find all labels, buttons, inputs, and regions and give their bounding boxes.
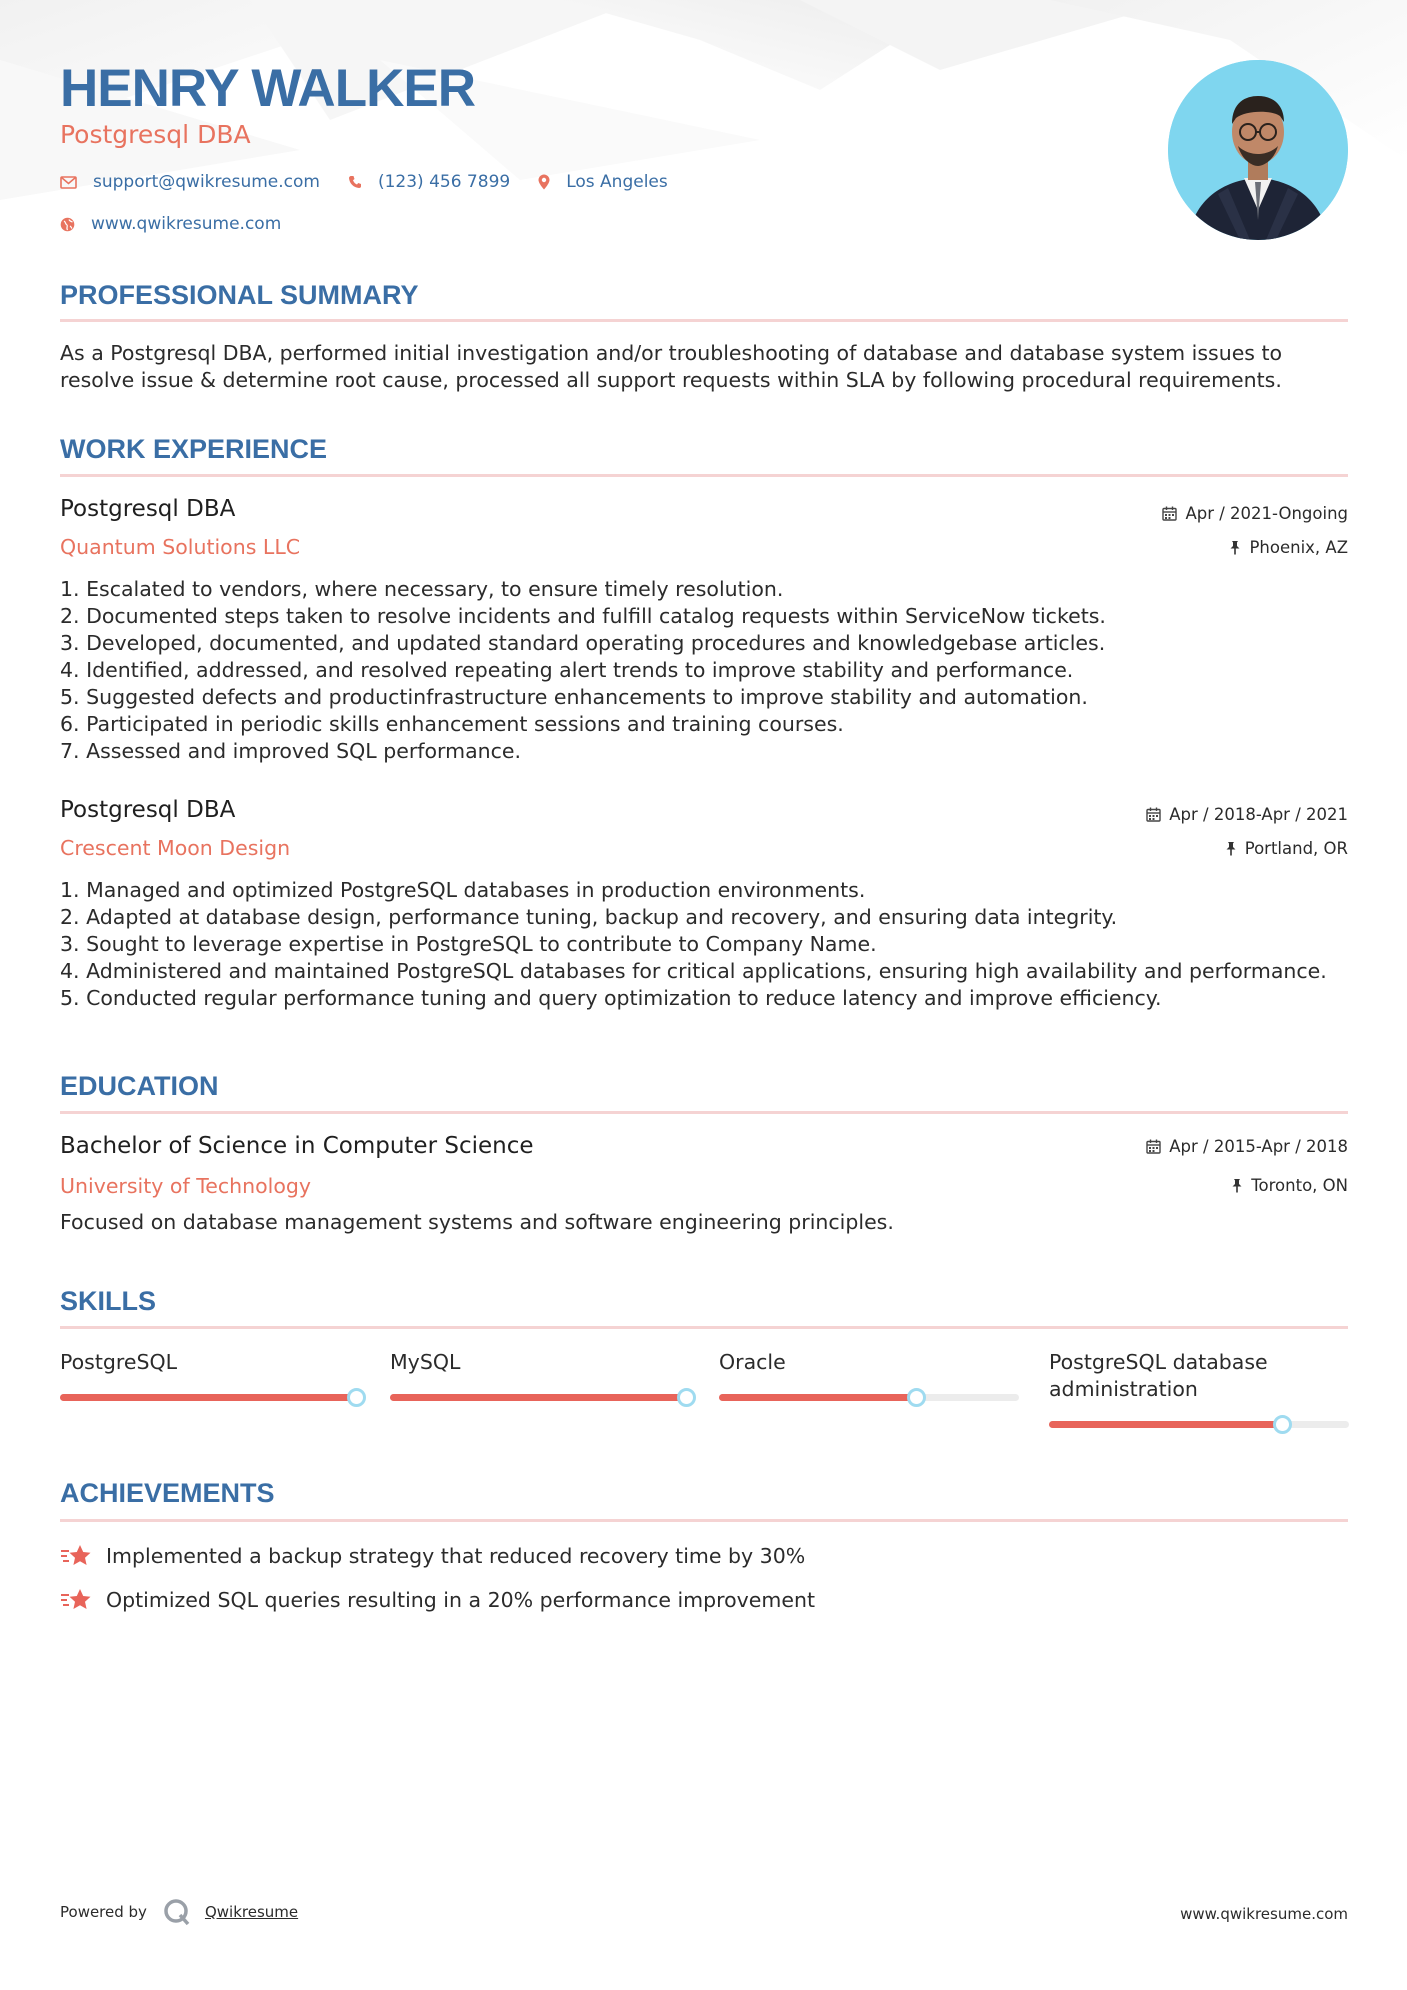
person-portrait-icon [1168, 60, 1348, 240]
qwikresume-logo-icon [163, 1898, 191, 1926]
section-divider [60, 319, 1348, 322]
job-duties-list [60, 877, 1360, 1012]
job-dates-text: Apr / 2018-Apr / 2021 [1169, 805, 1348, 824]
section-title-achievements: ACHIEVEMENTS [60, 1478, 275, 1508]
pushpin-icon [1229, 540, 1241, 555]
skill-level-bar [60, 1394, 360, 1401]
phone-icon [348, 175, 362, 189]
list-item: 3. Developed, documented, and updated standard operating procedures and knowledgebase articles. [60, 631, 1106, 655]
achievement-text: Implemented a backup strategy that reduced recovery time by 30% [106, 1544, 806, 1568]
job-dates [1162, 504, 1348, 523]
job-title: Postgresql DBA [60, 496, 236, 522]
pushpin-icon [1225, 841, 1237, 856]
summary-line: resolve issue & determine root cause, processed all support requests within SLA by following procedural requirements. [60, 368, 1282, 392]
list-item: 2. Documented steps taken to resolve incidents and fulfill catalog requests within ServiceNow tickets. [60, 604, 1106, 628]
job-title: Postgresql DBA [60, 797, 236, 823]
skill-name: PostgreSQL [60, 1350, 178, 1374]
calendar-icon [1162, 506, 1177, 521]
list-item: 2. Adapted at database design, performance tuning, backup and recovery, and ensuring data integrity. [60, 905, 1118, 929]
education-location-text: Toronto, ON [1251, 1176, 1348, 1195]
envelope-icon [60, 176, 77, 189]
job-duties-list [60, 576, 1360, 765]
list-item: 5. Suggested defects and productinfrastructure enhancements to improve stability and automation. [60, 685, 1088, 709]
contact-phone-text: (123) 456 7899 [377, 172, 511, 192]
list-item: 7. Assessed and improved SQL performance. [60, 739, 522, 763]
list-item: 4. Identified, addressed, and resolved repeating alert trends to improve stability and performance. [60, 658, 1074, 682]
summary-text [60, 340, 1350, 394]
education-school: University of Technology [60, 1174, 312, 1198]
list-item: 4. Administered and maintained PostgreSQL databases for critical applications, ensuring high availability and performance. [60, 959, 1327, 983]
skill-level-bar [719, 1394, 1019, 1401]
education-dates-text: Apr / 2015-Apr / 2018 [1169, 1137, 1348, 1156]
list-item: 5. Conducted regular performance tuning and query optimization to reduce latency and improve efficiency. [60, 986, 1162, 1010]
powered-by-label: Powered by [60, 1903, 147, 1921]
section-divider [60, 1111, 1348, 1114]
skill-level-fill [1049, 1421, 1282, 1428]
section-title-summary: PROFESSIONAL SUMMARY [60, 280, 419, 310]
contact-row-primary [60, 172, 696, 192]
skill-level-fill [60, 1394, 356, 1401]
footer-website-link[interactable]: www.qwikresume.com [1180, 1905, 1348, 1923]
job-location-text: Phoenix, AZ [1249, 538, 1348, 557]
pushpin-icon [1231, 1178, 1243, 1193]
skill-level-knob [347, 1388, 366, 1407]
job-dates [1146, 805, 1348, 824]
contact-location [538, 172, 668, 192]
section-divider [60, 1326, 1348, 1329]
skill-level-fill [719, 1394, 916, 1401]
star-icon [60, 1587, 92, 1613]
contact-website[interactable] [60, 214, 281, 234]
section-title-education: EDUCATION [60, 1071, 219, 1101]
list-item: 1. Managed and optimized PostgreSQL databases in production environments. [60, 878, 866, 902]
skill-level-fill [390, 1394, 686, 1401]
skill-level-knob [907, 1388, 926, 1407]
skill-level-bar [1049, 1421, 1349, 1428]
skill-item [1049, 1349, 1349, 1403]
list-item: 6. Participated in periodic skills enhancement sessions and training courses. [60, 712, 844, 736]
skill-name-continued: administration [1049, 1377, 1198, 1401]
job-location [1229, 538, 1348, 557]
profile-photo [1168, 60, 1348, 240]
footer-powered-by [60, 1898, 298, 1926]
job-company: Crescent Moon Design [60, 836, 291, 860]
section-title-experience: WORK EXPERIENCE [60, 434, 328, 464]
skill-item [60, 1349, 360, 1376]
summary-line: As a Postgresql DBA, performed initial investigation and/or troubleshooting of database and database system issues to [60, 341, 1283, 365]
skill-level-bar [390, 1394, 690, 1401]
skill-name: Oracle [719, 1350, 786, 1374]
contact-phone[interactable] [348, 172, 510, 192]
list-item: 1. Escalated to vendors, where necessary, to ensure timely resolution. [60, 577, 784, 601]
education-dates [1146, 1137, 1348, 1156]
skill-name: PostgreSQL database [1049, 1350, 1268, 1374]
contact-row-secondary [60, 214, 309, 234]
job-location-text: Portland, OR [1244, 839, 1348, 858]
candidate-name: HENRY WALKER [60, 59, 475, 118]
contact-email-text: support@qwikresume.com [93, 172, 320, 192]
job-location [1225, 839, 1348, 858]
calendar-icon [1146, 1139, 1161, 1154]
map-pin-icon [538, 174, 550, 190]
education-description: Focused on database management systems and software engineering principles. [60, 1210, 894, 1234]
star-icon [60, 1543, 92, 1569]
skill-item [390, 1349, 690, 1376]
skill-level-knob [677, 1388, 696, 1407]
achievement-text: Optimized SQL queries resulting in a 20% performance improvement [106, 1588, 816, 1612]
section-divider [60, 474, 1348, 477]
globe-icon [60, 217, 75, 232]
achievement-item [60, 1543, 805, 1569]
candidate-role: Postgresql DBA [60, 120, 251, 149]
skill-item [719, 1349, 1019, 1376]
contact-email[interactable] [60, 172, 320, 192]
education-degree: Bachelor of Science in Computer Science [60, 1133, 534, 1159]
section-title-skills: SKILLS [60, 1286, 157, 1316]
education-location [1231, 1176, 1348, 1195]
list-item: 3. Sought to leverage expertise in PostgreSQL to contribute to Company Name. [60, 932, 877, 956]
section-divider [60, 1519, 1348, 1522]
job-dates-text: Apr / 2021-Ongoing [1185, 504, 1348, 523]
contact-location-text: Los Angeles [566, 172, 668, 192]
skill-name: MySQL [390, 1350, 461, 1374]
calendar-icon [1146, 807, 1161, 822]
achievement-item [60, 1587, 815, 1613]
skill-level-knob [1273, 1415, 1292, 1434]
footer-brand-link[interactable]: Qwikresume [204, 1903, 299, 1921]
job-company: Quantum Solutions LLC [60, 535, 301, 559]
contact-website-text: www.qwikresume.com [91, 214, 282, 234]
